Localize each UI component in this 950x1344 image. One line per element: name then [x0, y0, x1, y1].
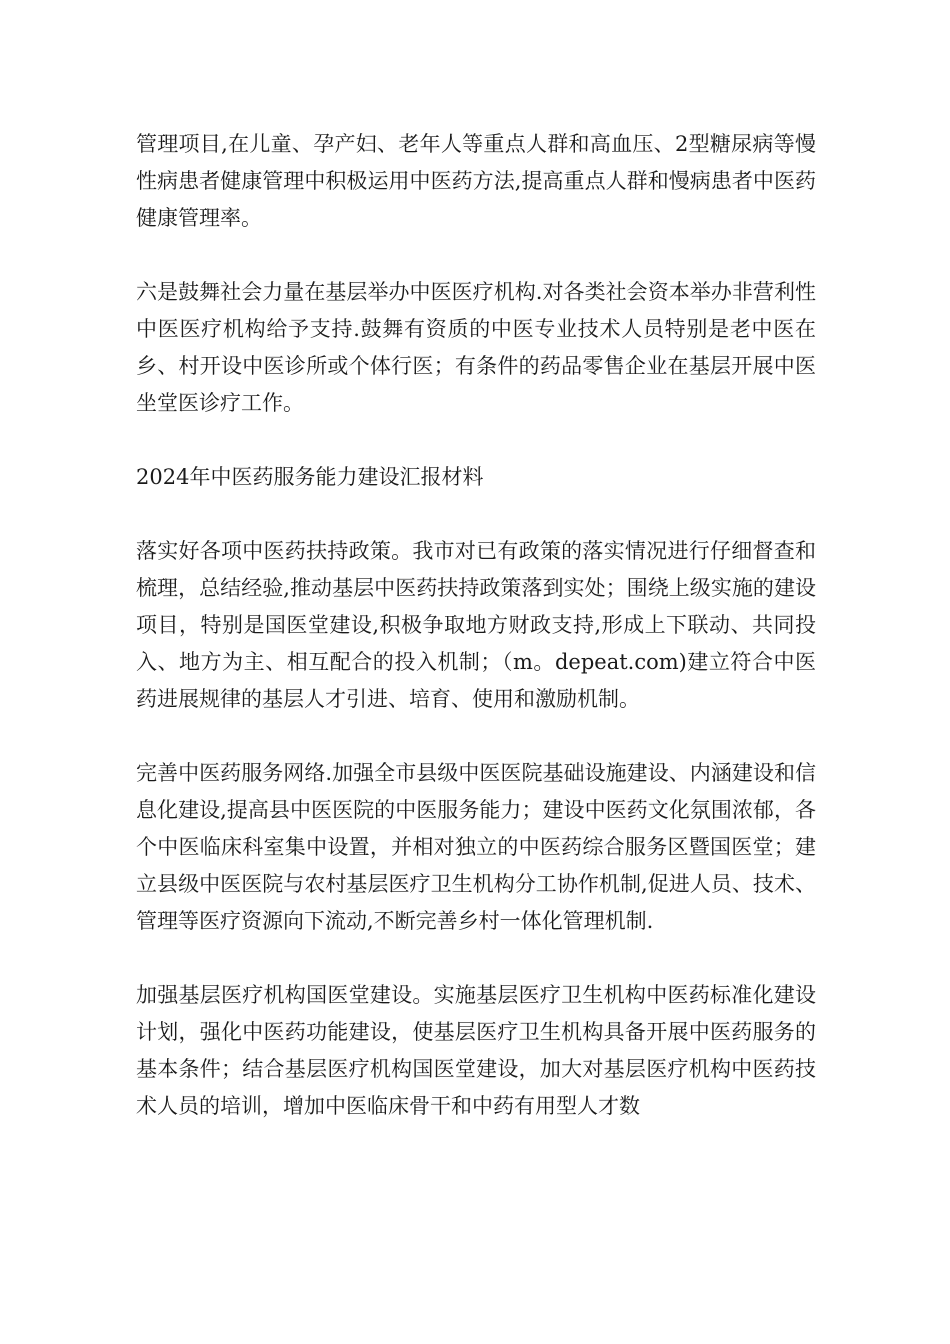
paragraph-guoyitang-construction: 加强基层医疗机构国医堂建设。实施基层医疗卫生机构中医药标准化建设计划，强化中医药功能建设，使基层医疗卫生机构具备开展中医药服务的基本条件；结合基层医疗机构国医堂建设，加大对基层医疗机构中医药技术人员的培训，增加中医临床骨干和中药有用型人才数 [136, 983, 816, 1118]
paragraph-social-forces: 六是鼓舞社会力量在基层举办中医医疗机构.对各类社会资本举办非营利性中医医疗机构给予支持.鼓舞有资质的中医专业技术人员特别是老中医在乡、村开设中医诊所或个体行医；有条件的药品零售企业在基层开展中医坐堂医诊疗工作。 [136, 280, 816, 415]
paragraph-support-policies: 落实好各项中医药扶持政策。我市对已有政策的落实情况进行仔细督查和梳理，总结经验,推动基层中医药扶持政策落到实处；围绕上级实施的建设项目，特别是国医堂建设,积极争取地方财政支持,形成上下联动、共同投入、地方为主、相互配合的投入机制；（m。depeat.com)建立符合中医药进展规律的基层人才引进、培育、使用和激励机制。 [136, 539, 816, 711]
paragraph-service-network: 完善中医药服务网络.加强全市县级中医医院基础设施建设、内涵建设和信息化建设,提高县中医医院的中医服务能力；建设中医药文化氛围浓郁，各个中医临床科室集中设置，并相对独立的中医药综合服务区暨国医堂；建立县级中医医院与农村基层医疗卫生机构分工协作机制,促进人员、技术、管理等医疗资源向下流动,不断完善乡村一体化管理机制. [136, 761, 816, 933]
paragraph-chronic-disease-management: 管理项目,在儿童、孕产妇、老年人等重点人群和高血压、2型糖尿病等慢性病患者健康管理中积极运用中医药方法,提高重点人群和慢病患者中医药健康管理率。 [136, 132, 816, 230]
document-body [136, 126, 816, 1162]
section-heading: 2024年中医药服务能力建设汇报材料 [136, 465, 484, 489]
